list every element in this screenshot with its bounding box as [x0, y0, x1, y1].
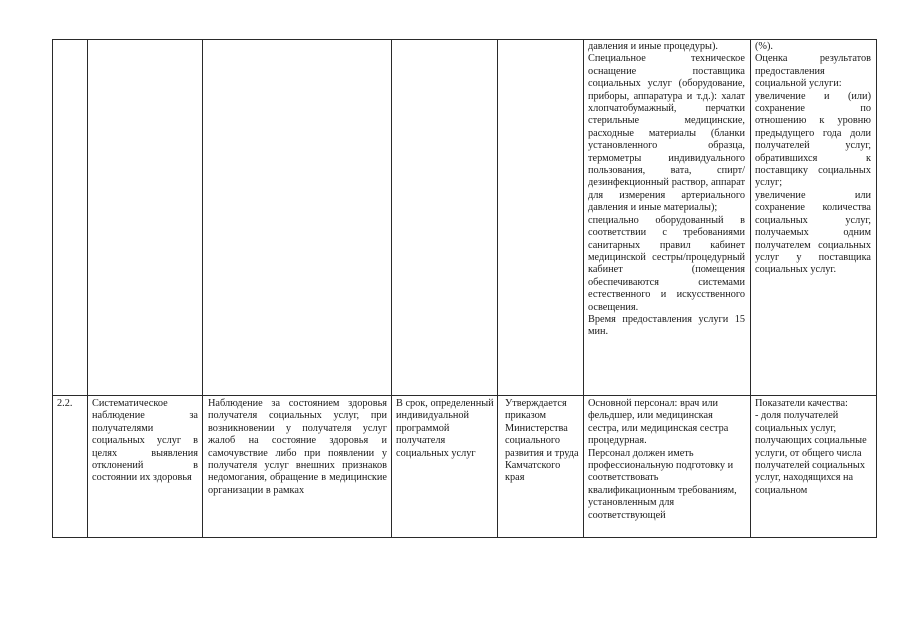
table-bottom-border: [52, 537, 877, 538]
row2-conditions-cell: Основной персонал: врач или фельдшер, или медицинская сестра, или медицинская сестра процедурная. Персонал должен иметь профессиональную подготовку и соответствовать квалификационным требованиям, установленным для соответствующей: [588, 398, 737, 521]
col-border: [391, 39, 392, 538]
col-border: [497, 39, 498, 538]
row2-quality-cell: Показатели качества: - доля получателей социальных услуг, получающих социальные услуги, от общего числа получателей социальных услуг, находящихся на социальном: [755, 398, 867, 496]
row2-number-cell: 2.2.: [57, 398, 73, 409]
col-border: [750, 39, 751, 538]
table-right-border: [876, 39, 877, 538]
row1-quality-cell: (%). Оценка результатов предоставления социальной услуги: увеличение и (или) сохранение по отношению к уровню предыдущего года доли получателей услуг, обратившихся к поставщику социальных услуг; увеличение или сохранение количества социальных услуг, получаемых одним получателем социальных услуг у поставщика социальных услуг.: [755, 41, 871, 276]
row1-conditions-cell: давления и иные процедуры). Специальное техническое оснащение поставщика социальных услуг (оборудование, приборы, аппаратура и т.д.): халат хлопчатобумажный, перчатки стерильные медицинские, расходные материалы (бланки установленного образца, термометры индивидуального пользования, вата, спирт/ дезинфекционный раствор, аппарат для измерения артериального давления и иные материалы); специально оборудованный в соответствии с требованиями санитарных правил кабинет медицинской сестры/процедурный кабинет (помещения обеспечиваются системами естественного и искусственного освещения. Время предоставления услуги 15 мин.: [588, 41, 745, 338]
col-border: [583, 39, 584, 538]
col-border: [52, 39, 53, 538]
row-divider: [52, 395, 877, 396]
col-border: [87, 39, 88, 538]
table-top-border: [52, 39, 877, 40]
row2-tariff-cell: Утверждается приказом Министерства социального развития и труда Камчатского края: [505, 398, 579, 484]
row2-description-cell: Наблюдение за состоянием здоровья получателя социальных услуг, при возникновении у получателя услуг жалоб на состояние здоровья и самочувствие либо при появлении у получателя услуг внешних признаков недомогания, обращение в медицинские организации в рамках: [208, 398, 387, 496]
row2-service-name-cell: Систематическое наблюдение за получателями социальных услуг в целях выявления отклонений в состоянии их здоровья: [92, 398, 198, 484]
col-border: [202, 39, 203, 538]
row2-term-cell: В срок, определенный индивидуальной программой получателя социальных услуг: [396, 398, 494, 459]
